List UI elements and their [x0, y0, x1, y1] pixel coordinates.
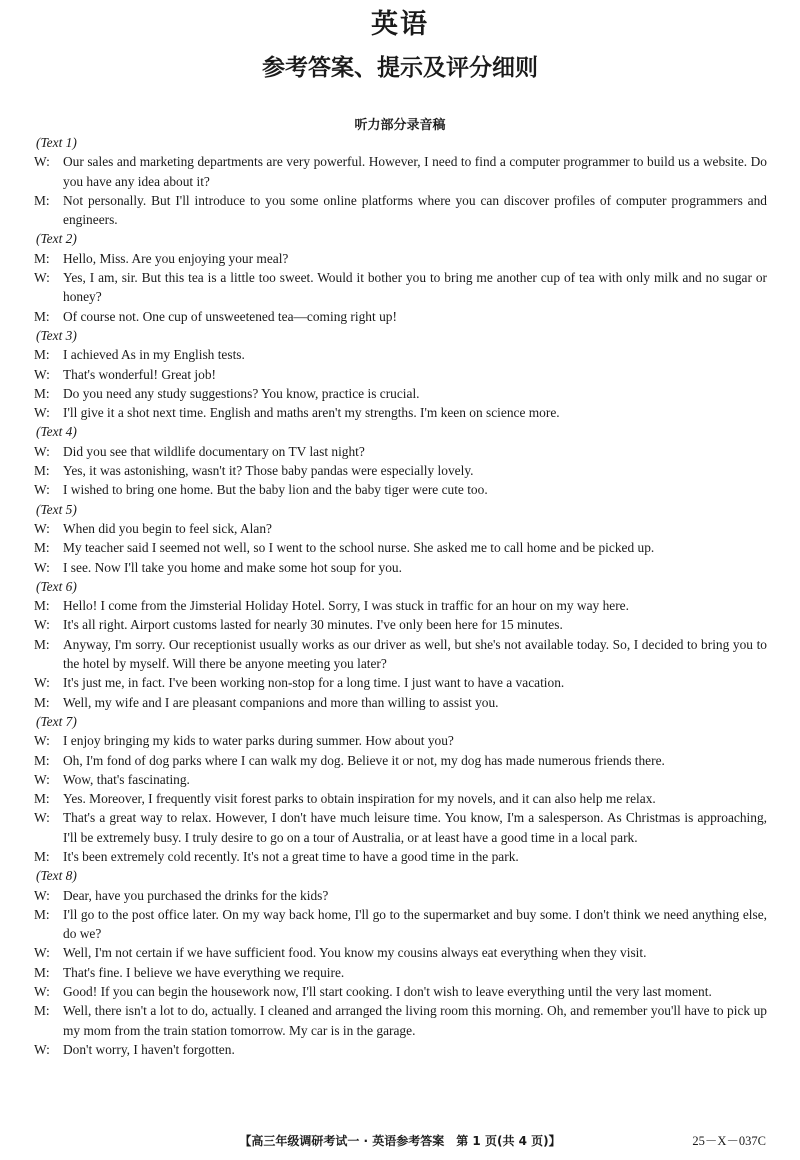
speaker-label: W:: [34, 366, 50, 382]
page-footer: [0, 1131, 800, 1151]
text-block: [34, 422, 767, 499]
dialogue-line: [34, 770, 767, 789]
dialogue-line: [34, 152, 767, 191]
text-label: (Text 3): [36, 327, 77, 343]
speaker-label: M:: [34, 694, 50, 710]
speaker-label: M:: [34, 752, 50, 768]
dialogue-text: Of course not. One cup of unsweetened tea—coming right up!: [63, 308, 397, 324]
speaker-label: M:: [34, 192, 50, 208]
dialogue-text: Hello! I come from the Jimsterial Holiday Hotel. Sorry, I was stuck in traffic for an hour on my way here.: [63, 598, 629, 614]
speaker-label: W:: [34, 617, 50, 633]
dialogue-line: [34, 384, 767, 403]
dialogue-text: When did you begin to feel sick, Alan?: [63, 520, 272, 536]
dialogue-line: [34, 365, 767, 384]
dialogue-text: Yes, it was astonishing, wasn't it? Those baby pandas were especially lovely.: [63, 463, 474, 479]
dialogue-line: [34, 635, 767, 674]
dialogue-line: [34, 731, 767, 750]
dialogue-line: [34, 403, 767, 422]
dialogue-line: [34, 558, 767, 577]
dialogue-line: [34, 982, 767, 1001]
dialogue-line: [34, 905, 767, 944]
dialogue-line: [34, 693, 767, 712]
text-block: [34, 326, 767, 422]
dialogue-line: [34, 307, 767, 326]
text-label: (Text 7): [36, 713, 77, 729]
dialogue-line: [34, 480, 767, 499]
speaker-label: W:: [34, 771, 50, 787]
listening-transcript: [34, 133, 767, 1059]
dialogue-line: [34, 268, 767, 307]
speaker-label: M:: [34, 463, 50, 479]
text-label: (Text 2): [36, 231, 77, 247]
speaker-label: W:: [34, 1041, 50, 1057]
speaker-label: W:: [34, 810, 50, 826]
dialogue-text: Oh, I'm fond of dog parks where I can walk my dog. Believe it or not, my dog has made numerous friends there.: [63, 752, 665, 768]
dialogue-text: I enjoy bringing my kids to water parks during summer. How about you?: [63, 733, 454, 749]
speaker-label: M:: [34, 964, 50, 980]
dialogue-text: Don't worry, I haven't forgotten.: [63, 1041, 235, 1057]
speaker-label: W:: [34, 945, 50, 961]
speaker-label: M:: [34, 636, 50, 652]
speaker-label: W:: [34, 559, 50, 575]
dialogue-text: Did you see that wildlife documentary on TV last night?: [63, 443, 365, 459]
speaker-label: M:: [34, 385, 50, 401]
text-block: [34, 712, 767, 866]
dialogue-text: I'll go to the post office later. On my way back home, I'll go to the supermarket and buy some. I don't think we need anything else, do we?: [63, 906, 767, 942]
dialogue-line: [34, 345, 767, 364]
speaker-label: M:: [34, 791, 50, 807]
dialogue-line: [34, 461, 767, 480]
speaker-label: M:: [34, 848, 50, 864]
dialogue-text: I'll give it a shot next time. English and maths aren't my strengths. I'm keen on science more.: [63, 405, 560, 421]
text-label: (Text 1): [36, 135, 77, 150]
footer-exam-code: 25－X－037C: [692, 1134, 766, 1148]
text-block: [34, 577, 767, 712]
dialogue-line: [34, 963, 767, 982]
dialogue-text: Hello, Miss. Are you enjoying your meal?: [63, 250, 289, 266]
page-title: 英语: [371, 9, 429, 40]
dialogue-text: Yes. Moreover, I frequently visit forest parks to obtain inspiration for my novels, and it can also help me relax.: [63, 791, 656, 807]
dialogue-line: [34, 596, 767, 615]
text-block: [34, 500, 767, 577]
dialogue-line: [34, 847, 767, 866]
speaker-label: W:: [34, 675, 50, 691]
text-label: (Text 4): [36, 424, 77, 440]
page-subtitle: 参考答案、提示及评分细则: [262, 55, 538, 81]
footer-page-info: 【高三年级调研考试一 · 英语参考答案 第 1 页(共 4 页)】: [239, 1134, 561, 1148]
dialogue-text: Well, there isn't a lot to do, actually. I cleaned and arranged the living room this morning. Oh, and remember you'll have to pick up my mom from the train station tomorrow. My car is in the garage.: [63, 1003, 767, 1038]
dialogue-line: [34, 751, 767, 770]
dialogue-text: Our sales and marketing departments are very powerful. However, I need to find a computer programmer to build us a website. Do you have any idea about it?: [63, 154, 767, 189]
speaker-label: W:: [34, 733, 50, 749]
dialogue-text: Anyway, I'm sorry. Our receptionist usually works as our driver as well, but she's not available today. So, I decided to bring you to the hotel by myself. Will there be anyone meeting you later?: [63, 636, 767, 672]
dialogue-text: I achieved As in my English tests.: [63, 347, 245, 363]
dialogue-text: It's been extremely cold recently. It's not a great time to have a good time in the park.: [63, 848, 519, 864]
speaker-label: M:: [34, 540, 50, 556]
text-label: (Text 6): [36, 578, 77, 594]
dialogue-line: [34, 1001, 767, 1040]
speaker-label: W:: [34, 154, 50, 170]
dialogue-text: Not personally. But I'll introduce to you some online platforms where you can discover profiles of computer programmers and engineers.: [63, 192, 767, 228]
speaker-label: W:: [34, 443, 50, 459]
dialogue-text: Well, my wife and I are pleasant companions and more than willing to assist you.: [63, 694, 499, 710]
dialogue-text: Do you need any study suggestions? You know, practice is crucial.: [63, 385, 420, 401]
dialogue-line: [34, 519, 767, 538]
text-label: (Text 8): [36, 868, 77, 884]
speaker-label: M:: [34, 250, 50, 266]
dialogue-line: [34, 886, 767, 905]
dialogue-line: [34, 673, 767, 692]
text-label: (Text 5): [36, 501, 77, 517]
section-heading: 听力部分录音稿: [354, 118, 446, 133]
dialogue-text: Well, I'm not certain if we have sufficient food. You know my cousins always eat everything when they visit.: [63, 945, 647, 961]
dialogue-text: Yes, I am, sir. But this tea is a little too sweet. Would it bother you to bring me another cup of tea with only milk and no sugar or honey?: [63, 270, 767, 305]
speaker-label: W:: [34, 482, 50, 498]
speaker-label: M:: [34, 598, 50, 614]
dialogue-line: [34, 191, 767, 230]
dialogue-text: My teacher said I seemed not well, so I went to the school nurse. She asked me to call home and be picked up.: [63, 540, 655, 556]
speaker-label: W:: [34, 270, 50, 286]
dialogue-text: Dear, have you purchased the drinks for the kids?: [63, 887, 329, 903]
dialogue-line: [34, 538, 767, 557]
dialogue-line: [34, 1040, 767, 1059]
dialogue-text: Wow, that's fascinating.: [63, 771, 190, 787]
dialogue-text: It's all right. Airport customs lasted for nearly 30 minutes. I've only been here for 15 minutes.: [63, 617, 563, 633]
dialogue-line: [34, 789, 767, 808]
dialogue-text: That's a great way to relax. However, I don't have much leisure time. You know, I'm a salesperson. As Christmas is approaching, I'll be extremely busy. I truly desire to go on a tour of Australia, or at least have a good time in a local park.: [63, 810, 767, 845]
speaker-label: M:: [34, 1003, 50, 1019]
speaker-label: M:: [34, 308, 50, 324]
speaker-label: M:: [34, 906, 50, 922]
dialogue-text: Good! If you can begin the housework now, I'll start cooking. I don't wish to leave everything until the very last moment.: [63, 984, 712, 1000]
dialogue-line: [34, 249, 767, 268]
dialogue-text: That's wonderful! Great job!: [63, 366, 217, 382]
dialogue-line: [34, 943, 767, 962]
dialogue-line: [34, 808, 767, 847]
dialogue-line: [34, 442, 767, 461]
text-block: [34, 133, 767, 229]
speaker-label: W:: [34, 405, 50, 421]
dialogue-line: [34, 615, 767, 634]
speaker-label: M:: [34, 347, 50, 363]
text-block: [34, 866, 767, 1059]
text-block: [34, 229, 767, 325]
speaker-label: W:: [34, 887, 50, 903]
dialogue-text: That's fine. I believe we have everything we require.: [63, 964, 345, 980]
dialogue-text: I wished to bring one home. But the baby lion and the baby tiger were cute too.: [63, 482, 488, 498]
dialogue-text: I see. Now I'll take you home and make some hot soup for you.: [63, 559, 402, 575]
speaker-label: W:: [34, 520, 50, 536]
speaker-label: W:: [34, 984, 50, 1000]
dialogue-text: It's just me, in fact. I've been working non-stop for a long time. I just want to have a vacation.: [63, 675, 565, 691]
